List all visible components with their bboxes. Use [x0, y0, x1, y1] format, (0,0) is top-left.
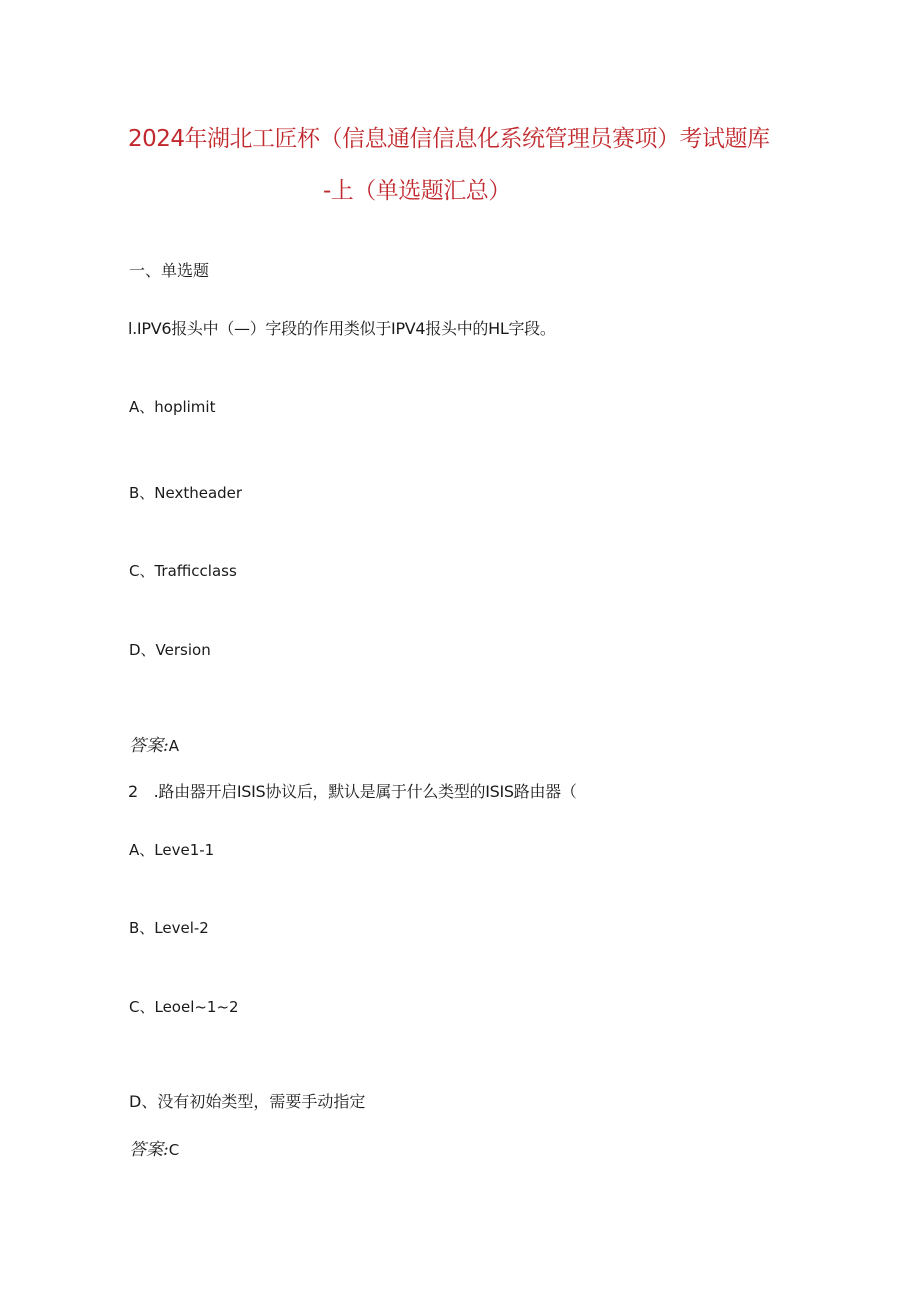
question-2-option-c: C、Leoel~1~2: [129, 998, 239, 1016]
question-1-option-d: D、Version: [129, 641, 211, 659]
question-1-option-a: A、hoplimit: [129, 398, 216, 416]
question-2-option-d: D、没有初始类型，需要手动指定: [129, 1092, 366, 1111]
section-heading: 一、单选题: [129, 261, 210, 280]
question-2-text: 2 .路由器开启ISIS协议后，默认是属于什么类型的ISIS路由器（: [128, 782, 577, 801]
question-2-answer: [129, 1135, 179, 1160]
answer-value: C: [168, 1141, 180, 1159]
question-1-option-c: C、Trafficclass: [129, 562, 237, 580]
question-1-text: l.IPV6报头中（—）字段的作用类似于IPV4报头中的HL字段。: [128, 319, 556, 338]
question-1-option-b: B、Nextheader: [129, 484, 243, 502]
document-title-line-1: 2024年湖北工匠杯（信息通信信息化系统管理员赛项）考试题库: [128, 126, 770, 152]
answer-label: 答案:: [129, 736, 169, 756]
answer-value: A: [168, 737, 179, 755]
answer-label: 答案:: [129, 1140, 169, 1160]
question-1-answer: [129, 731, 179, 756]
document-title-line-2: -上（单选题汇总）: [323, 178, 511, 204]
question-2-option-b: B、Level-2: [129, 919, 209, 937]
question-2-option-a: A、Leve1-1: [129, 841, 215, 859]
